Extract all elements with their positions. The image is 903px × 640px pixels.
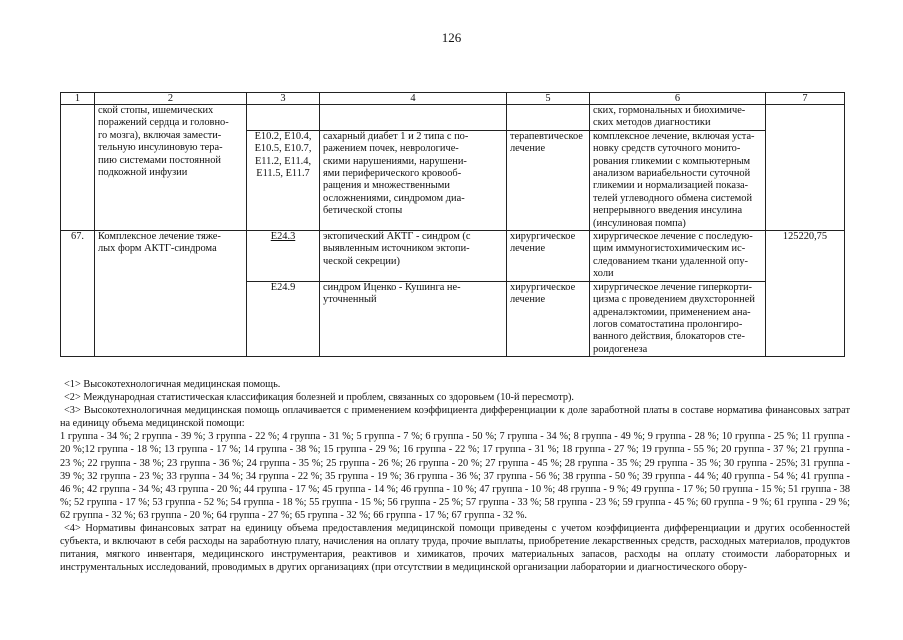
- cell-model-diabetes: сахарный диабет 1 и 2 типа с по- ражением почек, неврологиче- скими нарушениями, нарушени- ями периферического кровооб- ращения и множественными осложнениями, синдромом диа- бетической стопы: [320, 130, 507, 230]
- cell-model-empty: [320, 105, 507, 131]
- cell-name-67: Комплексное лечение тяже- лых форм АКТГ-синдрома: [95, 231, 247, 357]
- footnote-3-groups: 1 группа - 34 %; 2 группа - 39 %; 3 группа - 22 %; 4 группа - 31 %; 5 группа - 7 %; 6 группа - 50 %; 7 группа - 34 %; 8 группа - 49 %; 9 группа - 28 %; 10 группа - 25 %; 11 группа - 20 %;12 группа - 18 %; 13 группа - 17 %; 14 группа - 38 %; 15 группа - 29 %; 16 группа - 22 %; 17 группа - 31 %; 18 группа - 27 %; 19 группа - 55 %; 20 группа - 37 %; 21 группа - 23 %; 22 группа - 38 %; 23 группа - 36 %; 24 группа - 35 %; 25 группа - 26 %; 26 группа - 20 %; 27 группа - 45 %; 28 группа - 35 %; 29 группа - 35 %; 30 группа - 25%; 31 группа - 39 %; 32 группа - 23 %; 33 группа - 34 %; 34 группа - 22 %; 35 группа - 19 %; 36 группа - 36 %; 37 группа - 56 %; 38 группа - 50 %; 39 группа - 44 %; 40 группа - 54 %; 41 группа - 46 %; 42 группа - 34 %; 43 группа - 20 %; 44 группа - 17 %; 45 группа - 14 %; 46 группа - 10 %; 47 группа - 10 %; 48 группа - 9 %; 49 группа - 17 %; 50 группа - 15 %; 51 группа - 38 %; 52 группа - 17 %; 53 группа - 52 %; 54 группа - 18 %; 55 группа - 15 %; 56 группа - 25 %; 57 группа - 33 %; 58 группа - 23 %; 59 группа - 45 %; 60 группа - 9 %; 61 группа - 29 %; 62 группа - 32 %; 63 группа - 20 %; 64 группа - 27 %; 65 группа - 32 %; 66 группа - 17 %; 67 группа - 32 %.: [60, 431, 850, 521]
- table-header-row: [61, 93, 845, 105]
- col-header-5: 5: [507, 93, 590, 105]
- cell-model-e24-3: эктопический АКТГ - синдром (с выявленным источником эктопи- ческой секреции): [320, 231, 507, 282]
- footnotes: [60, 378, 850, 574]
- cell-number-67: 67.: [61, 231, 95, 357]
- col-header-3: 3: [247, 93, 320, 105]
- page-number: 126: [441, 30, 462, 45]
- cell-method-continued: ских, гормональных и биохимиче- ских методов диагностики: [590, 105, 766, 131]
- col-header-6: 6: [590, 93, 766, 105]
- cell-method-e24-9: хирургическое лечение гиперкорти- цизма с проведением двухсторонней адреналэктомии, применением ана- логов соматостатина пролонгиро- ванного действия, блокаторов сте- роидогенеза: [590, 281, 766, 356]
- cell-code-e24-3: E24.3: [247, 231, 320, 282]
- cell-number-empty: [61, 105, 95, 231]
- cell-method-e24-3: хирургическое лечение с последую- щим иммуногистохимическим ис- следованием ткани удаленной опу- холи: [590, 231, 766, 282]
- cell-price-empty: [766, 105, 845, 231]
- footnote-2: <2> Международная статистическая классификация болезней и проблем, связанных со здоровьем (10-й пересмотр).: [64, 392, 574, 404]
- col-header-2: 2: [95, 93, 247, 105]
- cell-price-67: 125220,75: [766, 231, 845, 357]
- footnote-1: <1> Высокотехнологичная медицинская помощь.: [64, 379, 281, 390]
- cell-icd-codes: E10.2, E10.4, E10.5, E10.7, E11.2, E11.4, E11.5, E11.7: [247, 130, 320, 230]
- col-header-7: 7: [766, 93, 845, 105]
- cell-code-e24-9: E24.9: [247, 281, 320, 356]
- cell-type-diabetes: терапевтическое лечение: [507, 130, 590, 230]
- cell-name-continued: ской стопы, ишемических поражений сердца и головно- го мозга), включая замести- тельную инсулиновую тера- пию системами постоянной подкожной инфузии: [95, 105, 247, 231]
- cell-type-e24-3: хирургическое лечение: [507, 231, 590, 282]
- cell-code-empty: [247, 105, 320, 131]
- col-header-1: 1: [61, 93, 95, 105]
- col-header-4: 4: [320, 93, 507, 105]
- cell-model-e24-9: синдром Иценко - Кушинга не- уточненный: [320, 281, 507, 356]
- table-row-continued: [61, 105, 845, 131]
- vmp-table: [60, 92, 845, 357]
- cell-type-empty: [507, 105, 590, 131]
- table-row-67: [61, 231, 845, 282]
- cell-type-e24-9: хирургическое лечение: [507, 281, 590, 356]
- cell-method-diabetes: комплексное лечение, включая уста- новку средств суточного монито- рования гликемии с компьютерным анализом вариабельности суточной гликемии и нормализацией показа- телей углеводного обмена системой непрерывного введения инсулина (инсулиновая помпа): [590, 130, 766, 230]
- footnote-4: <4> Нормативы финансовых затрат на единицу объема предоставления медицинской помощи приведены с учетом коэффициента дифференциации и других особенностей субъекта, и включают в себя расходы на заработную плату, начисления на оплату труда, прочие выплаты, приобретение лекарственных средств, расходных материалов, продуктов питания, мягкого инвентаря, медицинского инструментария, реактивов и химикатов, прочих материальных запасов, расходы на оплату стоимости лабораторных и инструментальных исследований, проводимых в других организациях (при отсутствии в медицинской организации лаборатории и диагностического обору-: [60, 523, 850, 574]
- footnote-3: <3> Высокотехнологичная медицинская помощь оплачивается с применением коэффициента дифференциации к доле заработной платы в составе норматива финансовых затрат на единицу объема медицинской помощи:: [60, 405, 850, 430]
